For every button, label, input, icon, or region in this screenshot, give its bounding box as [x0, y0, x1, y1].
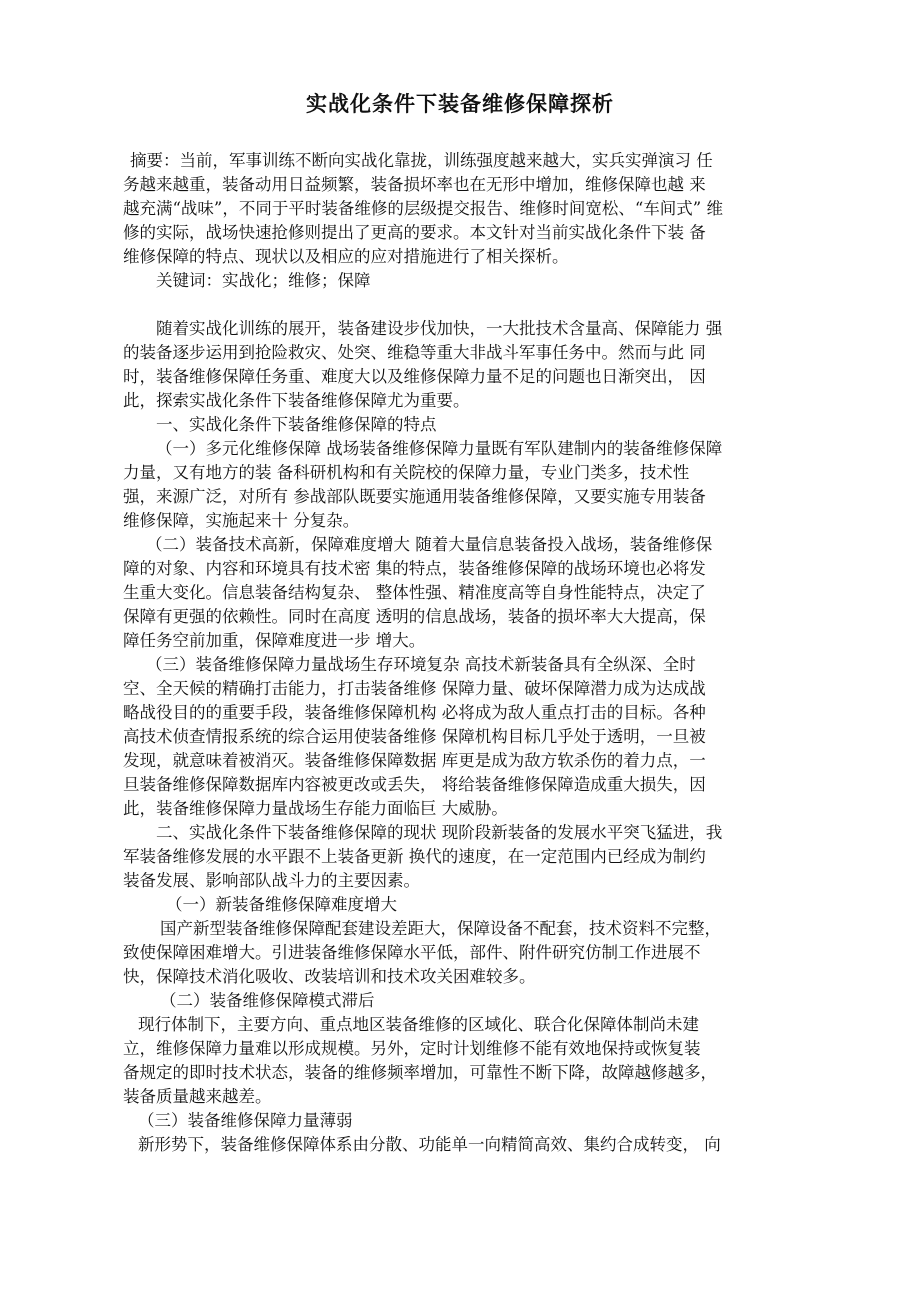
paragraph-line: 略战役目的的重要手段，装备维修保障机构 必将成为敌人重点打击的目标。各种 — [123, 703, 706, 722]
paragraph-line: 生重大变化。信息装备结构复杂、 整体性强、精准度高等自身性能特点，决定了 — [123, 583, 706, 602]
paragraph-line: 高技术侦查情报系统的综合运用使装备维修 保障机构目标几乎处于透明，一旦被 — [123, 727, 706, 746]
paragraph-line: 强，来源广泛，对所有 参战部队既要实施通用装备维修保障，又要实施专用装备 — [123, 487, 706, 506]
paragraph-line: 障的对象、内容和环境具有技术密 集的特点，装备维修保障的战场环境也必将发 — [123, 559, 706, 578]
paragraph-line: 障任务空前加重，保障难度进一步 增大。 — [123, 631, 426, 650]
subsection-heading: （三）装备维修保障力量薄弱 — [138, 1111, 353, 1130]
paragraph-line: （二）装备技术高新，保障难度增大 随着大量信息装备投入战场，装备维修保 — [146, 535, 713, 554]
section-heading: 一、实战化条件下装备维修保障的特点 — [156, 415, 437, 434]
paragraph-line: 的装备逐步运用到抢险救灾、处突、维稳等重大非战斗军事任务中。然而与此 同 — [123, 343, 706, 362]
abstract-line: 摘要：当前，军事训练不断向实战化靠拢，训练强度越来越大，实兵实弹演习 任 — [130, 151, 713, 170]
subsection-heading: （一）新装备维修保障难度增大 — [166, 895, 397, 914]
abstract-line: 务越来越重，装备动用日益频繁，装备损坏率也在无形中增加，维修保障也越 来 — [123, 175, 706, 194]
paragraph-line: 备规定的即时技术状态，装备的维修频率增加，可靠性不断下降，故障越修越多， — [123, 1063, 717, 1082]
paragraph-line: 力量，又有地方的装 备科研机构和有关院校的保障力量，专业门类多，技术性 — [123, 463, 690, 482]
paragraph-line: （三）装备维修保障力量战场生存环境复杂 高技术新装备具有全纵深、全时 — [146, 655, 696, 674]
paragraph-line: 装备发展、影响部队战斗力的主要因素。 — [123, 871, 420, 890]
abstract-line: 修的实际，战场快速抢修则提出了更高的要求。本文针对当前实战化条件下装 备 — [123, 223, 706, 242]
paragraph-line: 此，探索实战化条件下装备维修保障尤为重要。 — [123, 391, 470, 410]
paragraph-line: 立，维修保障力量难以形成规模。另外，定时计划维修不能有效地保持或恢复装 — [123, 1039, 701, 1058]
abstract-line: 维修保障的特点、现状以及相应的应对措施进行了相关探析。 — [123, 247, 569, 266]
paragraph-line: 此，装备维修保障力量战场生存能力面临巨 大威胁。 — [123, 799, 508, 818]
subsection-heading: （二）装备维修保障模式滞后 — [160, 991, 375, 1010]
paragraph-line: （一）多元化维修保障 战场装备维修保障力量既有军队建制内的装备维修保障 — [156, 439, 723, 458]
paragraph-line: 维修保障，实施起来十 分复杂。 — [123, 511, 360, 530]
paragraph-line: 时，装备维修保障任务重、难度大以及维修保障力量不足的问题也日渐突出， 因 — [123, 367, 706, 386]
paragraph-line: 快，保障技术消化吸收、改装培训和技术攻关困难较多。 — [123, 967, 536, 986]
paragraph-line: 新形势下，装备维修保障体系由分散、功能单一向精简高效、集约合成转变， 向 — [138, 1135, 721, 1154]
document-title: 实战化条件下装备维修保障探析 — [306, 91, 614, 116]
paragraph-line: 发现，就意味着被消灭。装备维修保障数据 库更是成为敌方软杀伤的着力点，一 — [123, 751, 706, 770]
paragraph-line: 军装备维修发展的水平跟不上装备更新 换代的速度，在一定范围内已经成为制约 — [123, 847, 706, 866]
section-heading: 二、实战化条件下装备维修保障的现状 现阶段新装备的发展水平突飞猛进，我 — [156, 823, 723, 842]
paragraph-line: 保障有更强的依赖性。同时在高度 透明的信息战场，装备的损坏率大大提高，保 — [123, 607, 706, 626]
paragraph-line: 致使保障困难增大。引进装备维修保障水平低，部件、附件研究仿制工作进展不 — [123, 943, 701, 962]
paragraph-line: 现行体制下，主要方向、重点地区装备维修的区域化、联合化保障体制尚未建 — [138, 1015, 699, 1034]
paragraph-line: 旦装备维修保障数据库内容被更改或丢失， 将给装备维修保障造成重大损失，因 — [123, 775, 706, 794]
keywords-line: 关键词：实战化；维修；保障 — [156, 271, 371, 290]
paragraph-line: 装备质量越来越差。 — [123, 1087, 272, 1106]
paragraph-line: 随着实战化训练的展开，装备建设步伐加快，一大批技术含量高、保障能力 强 — [156, 319, 723, 338]
abstract-line: 越充满“战味”，不同于平时装备维修的层级提交报告、维修时间宽松、“车间式” 维 — [123, 199, 723, 218]
paragraph-line: 国产新型装备维修保障配套建设差距大，保障设备不配套，技术资料不完整， — [160, 919, 721, 938]
paragraph-line: 空、全天候的精确打击能力，打击装备维修 保障力量、破坏保障潜力成为达成战 — [123, 679, 706, 698]
